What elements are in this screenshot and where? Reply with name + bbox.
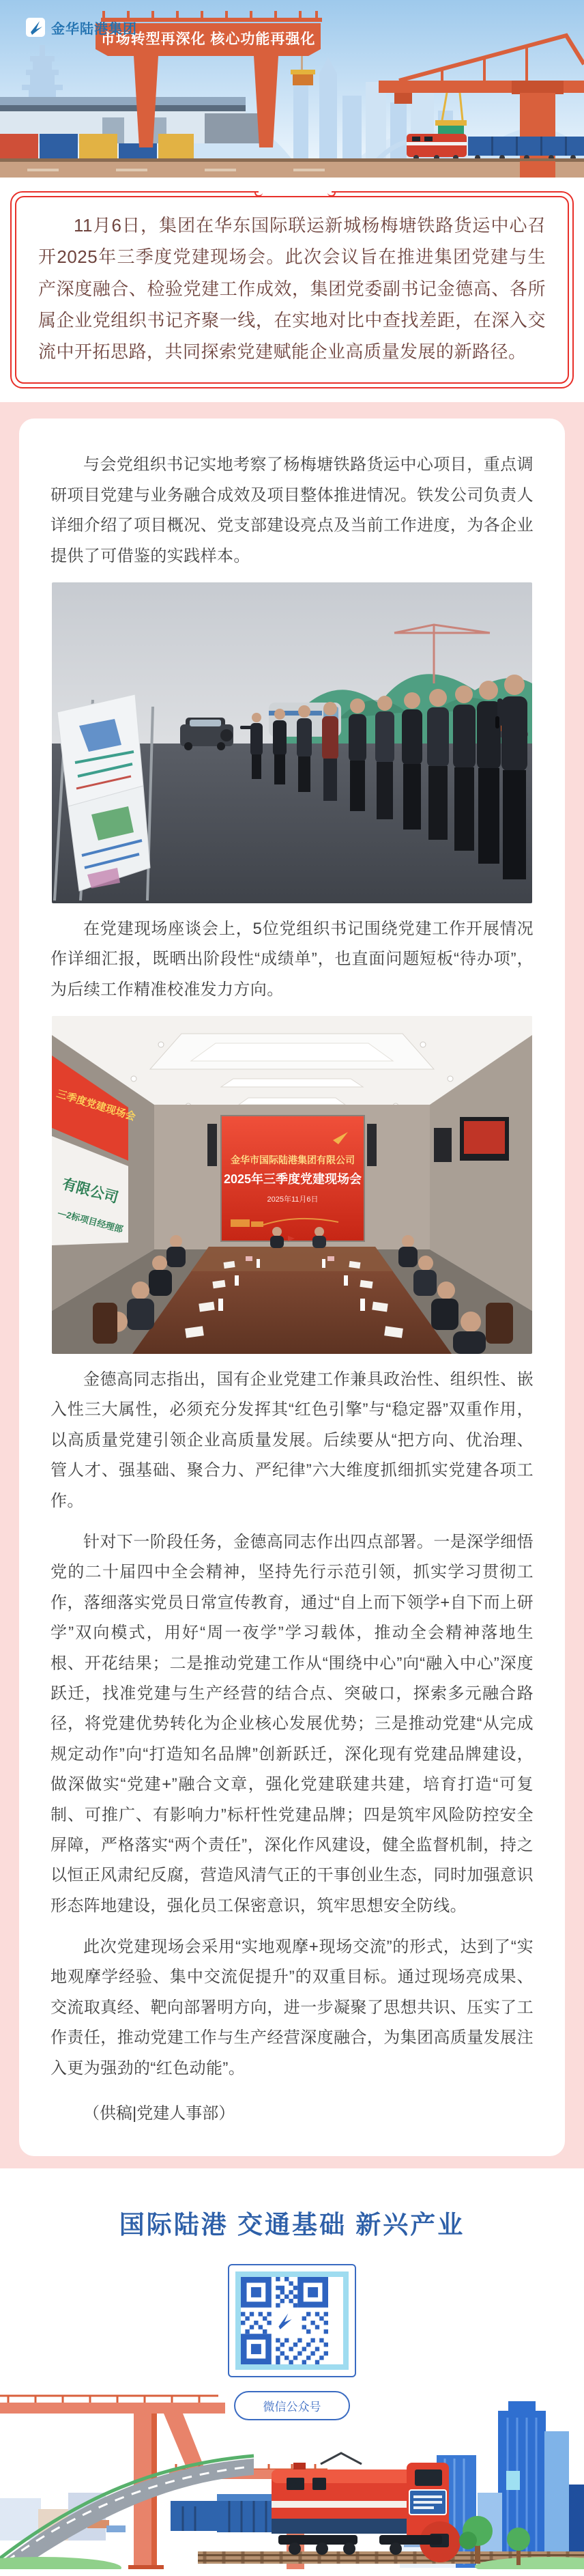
- header-banner-illustration: [0, 0, 584, 178]
- article-card: [19, 419, 565, 2156]
- article-body-section: [0, 402, 584, 2168]
- qr-code-block[interactable]: [228, 2264, 356, 2377]
- logo-text: 金华陆港集团: [51, 22, 137, 37]
- locomotive: [272, 2453, 461, 2562]
- wechat-pill-label: 微信公众号: [263, 2401, 321, 2414]
- intro-red-frame: [10, 191, 574, 388]
- qr-code: [241, 2277, 328, 2364]
- paragraph-deployment: 针对下一阶段任务，金德高同志作出四点部署。一是深学细悟党的二十届四中全会精神，坚持先行示范引领，抓实学习贯彻工作，落细落实党员日常宣传教育，通过“自上而下领学+自下而上研学”双向模式，用好“周一夜学”学习载体，推动全会精神落地生根、开花结果；二是推动党建工作从“围绕中心”向“融入中心”深度跃迁，找准党建与生产经营的结合点、突破口，探索多元融合路径，将党建优势转化为企业核心发展优势；三是推动党建“从完成规定动作”向“打造知名品牌”创新跃迁，深化现有党建品牌建设，做深做实“党建+”融合文章，强化党建联建共建，培育打造“可复制、可推广、有影响力”标杆性党建品牌；四是筑牢风险防控安全屏障，严格落实“两个责任”，深化作风建设，健全监督机制，持之以恒正风肃纪反腐，营造风清气正的干事创业生态，同时加强意识形态阵地建设，强化员工保密意识，筑牢思想安全防线。: [50, 1533, 534, 1915]
- banner-slogan: 市场转型再深化 核心功能再强化: [100, 31, 316, 47]
- paragraph-symposium: 在党建现场座谈会上，5位党组织书记围绕党建工作开展情况作详细汇报，既晒出阶段性“成绩单”，也直面问题短板“待办项”，为后续工作精准校准发力方向。: [50, 919, 534, 999]
- intro-inner-frame: [15, 196, 569, 384]
- wechat-official-account-pill[interactable]: [234, 2391, 350, 2420]
- footer: [0, 2168, 584, 2576]
- freight-wagons: [171, 2494, 274, 2532]
- led-banner-text: 三季度党建现场会: [55, 1088, 137, 1123]
- screen-date: 2025年11月6日: [267, 1195, 319, 1204]
- intro-paragraph: 11月6日，集团在华东国际联运新城杨梅塘铁路货运中心召开2025年三季度党建现场会。此次会议旨在推进集团党建与生产深度融合、检验党建工作成效，集团党委副书记金德高、各所属企业党组织书记齐聚一线，在实地对比中查找差距，在深入交流中开拓思路，共同探索党建赋能企业高质量发展的新路径。: [38, 215, 546, 363]
- paragraph-summary: 此次党建现场会采用“实地观摩+现场交流”的形式，达到了“实地观摩学经验、集中交流促提升”的双重目标。通过现场亮成果、交流取真经、靶向部署明方向，进一步凝聚了思想共识、压实了工作责任，推动党建工作与生产经营深度融合，为集团高质量发展注入更为强劲的“红色动能”。: [50, 1938, 534, 2078]
- photo-conference-room: [52, 1016, 532, 1354]
- wall-text-line1: 有限公司: [60, 1176, 120, 1206]
- frame-notch-decoration: [259, 191, 332, 193]
- footer-title: 国际陆港 交通基础 新兴产业: [119, 2211, 465, 2239]
- photo-site-inspection: [52, 582, 532, 903]
- screen-subtitle: 2025年三季度党建现场会: [223, 1172, 362, 1187]
- ground: [0, 158, 584, 178]
- paragraph-remarks: 金德高同志指出，国有企业党建工作兼具政治性、组织性、嵌入性三大属性，必须充分发挥其“红色引擎”与“稳定器”双重作用，以高质量党建引领企业高质量发展。后续要从“把方向、优治理、管人才、强基础、聚合力、严纪律”六大维度抓细抓实党建各项工作。: [50, 1370, 534, 1510]
- led-screen: [207, 1116, 377, 1241]
- credit-line: （供稿|党建人事部）: [83, 2104, 235, 2123]
- bottom-padding: [0, 2569, 584, 2576]
- wall-text-line2: —2标项目经理部: [57, 1207, 124, 1235]
- screen-title: 金华市国际陆港集团有限公司: [231, 1155, 355, 1166]
- intro-section: [0, 178, 584, 399]
- paragraph-site-visit: 与会党组织书记实地考察了杨梅塘铁路货运中心项目，重点调研项目党建与业务融合成效及项目整体推进情况。铁发公司负责人详细介绍了项目概况、党支部建设亮点及当前工作进度，为各企业提供了可借鉴的实践样本。: [50, 455, 534, 565]
- qr-inner-frame: [235, 2271, 349, 2370]
